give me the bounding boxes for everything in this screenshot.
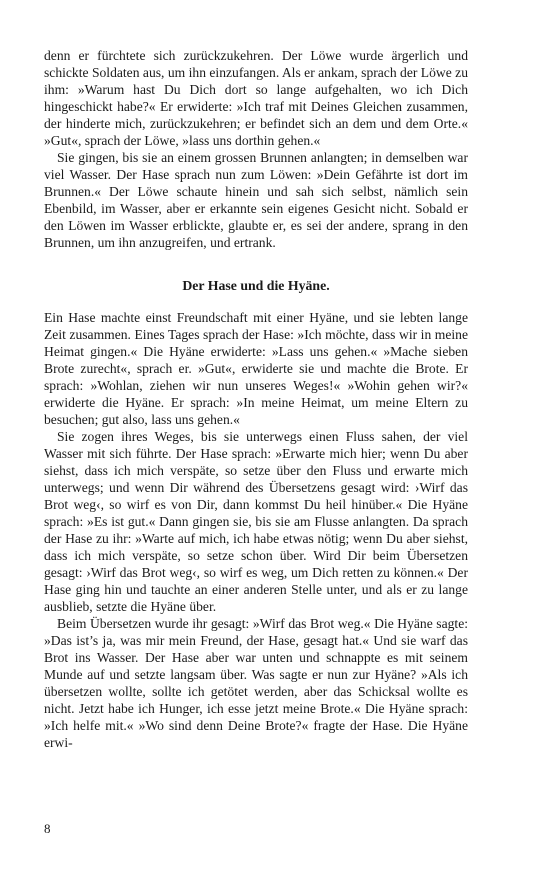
paragraph: Beim Übersetzen wurde ihr gesagt: »Wirf das Brot weg.« Die Hyäne sagte: »Das ist’s ja, was mir mein Freund, der Hase, gesagt hat.« Und sie warf das Brot ins Wasser. Der Hase aber war unten und schnappte es mit seinem Munde auf und setzte langsam über. Was sagte er nun zur Hyäne? »Als ich übersetzen wollte, sollte ich getötet werden, aber das Schicksal wollte es nicht. Jetzt habe ich Hunger, ich esse jetzt meine Brote.« Die Hyäne sprach: »Ich helfe mit.« »Wo sind denn Deine Brote?« fragte der Hase. Die Hyäne erwi- — [44, 616, 468, 750]
section-gap — [44, 251, 468, 277]
paragraph: Ein Hase machte einst Freundschaft mit einer Hyäne, und sie lebten lange Zeit zusammen. Eines Tages sprach der Hase: »Ich möchte, dass wir in meine Heimat gingen.« Die Hyäne erwiderte: »Lass uns gehen.« »Mache sieben Brote zurecht«, sprach er. »Gut«, erwiderte sie und machte die Brote. Er sprach: »Wohlan, ziehen wir nun unseres Weges!« »Wohin gehen wir?« erwiderte die Hyäne. Er sprach: »In meine Heimat, um meine Eltern zu besuchen; gut also, lass uns gehen.« — [44, 310, 468, 427]
section-title: Der Hase und die Hyäne. — [182, 278, 330, 293]
paragraph: Sie zogen ihres Weges, bis sie unterwegs einen Fluss sahen, der viel Wasser mit sich führte. Der Hase sprach: »Erwarte mich hier; wenn Du aber siehst, dass ich mich verspäte, so setze über den Fluss und erwarte mich unterwegs; und wenn Dir während des Übersetzens gesagt wird: ›Wirf das Brot weg‹, so wirf es von Dir, dann kommst Du heil hinüber.« Die Hyäne sprach: »Es ist gut.« Dann gingen sie, bis sie am Flusse anlangten. Da sprach der Hase zu ihr: »Warte auf mich, ich habe etwas nötig; wenn Du aber siehst, dass ich mich verspäte, so setze schon über. Wird Dir beim Übersetzen gesagt: ›Wirf das Brot weg‹, so wirf es weg, um Dich retten zu können.« Der Hase ging hin und tauchte an einer anderen Stelle unter, und als er zu lange ausblieb, setzte die Hyäne über. — [44, 429, 468, 614]
paragraph: Sie gingen, bis sie an einem grossen Brunnen anlangten; in demselben war viel Wasser. Der Hase sprach nun zum Löwen: »Dein Gefährte ist dort im Brunnen.« Der Löwe schaute hinein und sah sich selbst, nämlich sein Ebenbild, im Wasser, aber er erkannte sein eigenes Gesicht nicht. Sobald er den Löwen im Wasser erblickte, glaubte er, es sei der andere, sprang in den Brunnen, um ihn anzugreifen, und ertrank. — [44, 150, 468, 250]
page-body — [44, 47, 468, 751]
paragraph: denn er fürchtete sich zurückzukehren. Der Löwe wurde ärgerlich und schickte Soldaten aus, um ihn einzufangen. Als er ankam, sprach der Löwe zu ihm: »Warum hast Du Dich dort so lange aufgehalten, wo ich Dich hingeschickt habe?« Er erwiderte: »Ich traf mit Deines Gleichen zusammen, der hinderte mich, zurückzukehren; er befindet sich an dem und dem Orte.« »Gut«, sprach der Löwe, »lass uns dorthin gehen.« — [44, 48, 468, 148]
page-number: 8 — [44, 821, 51, 836]
